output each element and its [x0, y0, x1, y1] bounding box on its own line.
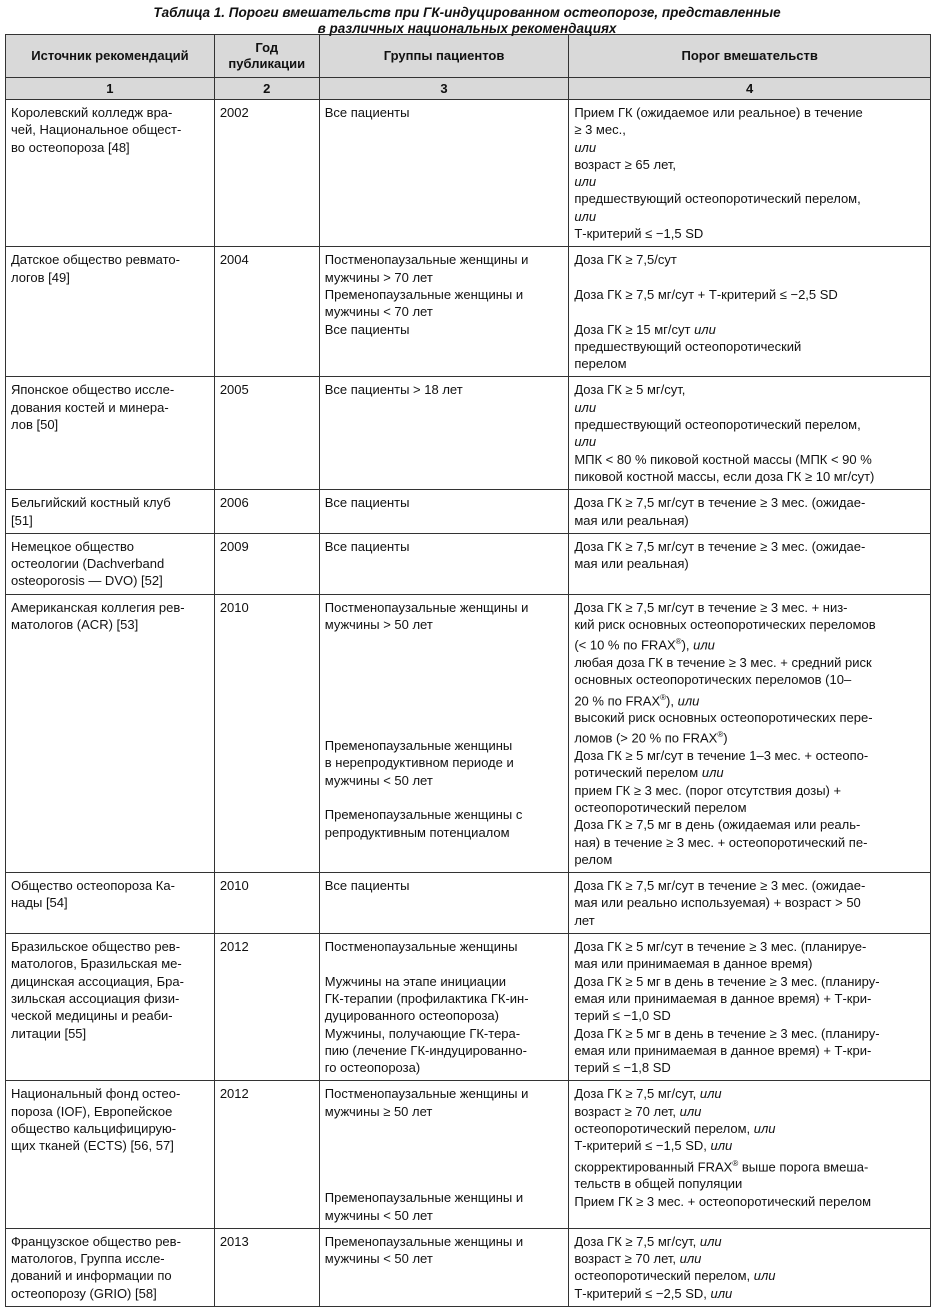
groups-cell-line: Все пациенты [324, 321, 410, 337]
groups-cell-line: в нерепродуктивном периоде и [324, 755, 514, 771]
groups-cell-line [325, 955, 564, 972]
threshold-cell-line: Доза ГК ≥ 7,5 мг/сут в течение ≥ 3 мес. (ожидае- [574, 495, 866, 511]
source-cell-line: логов [49] [11, 269, 70, 285]
threshold-cell-line: (< 10 % по FRAX®), или [574, 637, 715, 653]
groups-cell-line: Все пациенты > 18 лет [324, 382, 463, 398]
threshold-cell-line: Доза ГК ≥ 5 мг в день в течение ≥ 3 мес. (планиру- [574, 1025, 880, 1041]
threshold-cell [569, 377, 931, 490]
groups-cell [319, 533, 569, 594]
threshold-cell-line: Прием ГК (ожидаемое или реальное) в течение [574, 105, 863, 120]
column-number: 2 [214, 78, 319, 100]
threshold-cell-line: Доза ГК ≥ 5 мг/сут, [574, 382, 686, 398]
groups-cell-line: Все пациенты [324, 878, 410, 894]
groups-cell-line: Пременопаузальные женщины [324, 738, 513, 754]
groups-cell [319, 1081, 569, 1228]
groups-cell [319, 490, 569, 534]
source-cell-line: Датское общество ревмато- [11, 252, 180, 268]
threshold-cell-line: предшествующий остеопоротический перелом, [574, 191, 861, 207]
source-cell [6, 1081, 215, 1228]
threshold-cell [569, 934, 931, 1081]
table-row [6, 490, 931, 534]
threshold-cell-line: предшествующий остеопоротический перелом, [574, 417, 861, 433]
threshold-cell-line: емая или принимаемая в данное время) + Т-кри- [574, 1042, 872, 1058]
threshold-cell-line: мая или реально используемая) + возраст > 50 [574, 895, 861, 911]
threshold-cell [569, 490, 931, 534]
groups-cell-line: Пременопаузальные женщины и [324, 286, 524, 302]
threshold-cell-line: Доза ГК ≥ 5 мг в день в течение ≥ 3 мес. (планиру- [574, 973, 880, 989]
source-cell-line: [51] [11, 512, 33, 528]
column-number: 3 [319, 78, 569, 100]
threshold-cell-line: прием ГК ≥ 3 мес. (порог отсутствия дозы) + [574, 782, 842, 798]
source-cell-line: пороза (IOF), Европейское [11, 1103, 173, 1119]
threshold-cell-line [574, 303, 925, 320]
threshold-cell-line: мая или реальная) [574, 556, 689, 572]
source-cell-line: матологов, Бразильская ме- [11, 956, 182, 972]
threshold-cell-line: скорректированный FRAX® выше порога вмеша- [574, 1158, 869, 1174]
threshold-cell-line: емая или принимаемая в данное время) + Т-кри- [574, 990, 872, 1006]
year-cell: 2009 [214, 533, 319, 594]
groups-cell-line [325, 720, 564, 737]
source-cell-line: общество кальцифицирую- [11, 1121, 177, 1137]
threshold-cell-line [574, 269, 925, 286]
groups-cell-line [325, 633, 564, 650]
groups-cell-line: Пременопаузальные женщины и [324, 1233, 524, 1249]
groups-cell-line [325, 1172, 564, 1189]
threshold-cell-line: МПК < 80 % пиковой костной массы (МПК < 90 % [574, 451, 872, 467]
groups-cell-line: Мужчины на этапе инициации [324, 973, 506, 989]
threshold-cell-line: пиковой костной массы, если доза ГК ≥ 10 мг/сут) [574, 468, 875, 484]
source-cell-line: матологов (ACR) [53] [11, 617, 139, 633]
groups-cell-line: мужчины > 70 лет [324, 269, 433, 285]
threshold-cell-line: или [574, 434, 597, 450]
table-row [6, 533, 931, 594]
year-cell: 2010 [214, 594, 319, 872]
source-cell-line: Французское общество рев- [11, 1233, 181, 1249]
threshold-cell-line: тельств в общей популяции [574, 1176, 743, 1192]
threshold-cell [569, 533, 931, 594]
year-cell: 2005 [214, 377, 319, 490]
groups-cell-line: Постменопаузальные женщины и [324, 252, 529, 268]
source-cell [6, 247, 215, 377]
source-cell-line: Общество остеопороза Ка- [11, 878, 175, 894]
source-cell-line: Немецкое общество [11, 538, 135, 554]
threshold-cell-line: Доза ГК ≥ 7,5 мг в день (ожидаемая или реаль- [574, 817, 861, 833]
groups-cell-line: Все пациенты [324, 495, 410, 511]
table-row [6, 934, 931, 1081]
year-cell: 2002 [214, 100, 319, 247]
threshold-cell [569, 594, 931, 872]
threshold-cell-line: Доза ГК ≥ 7,5 мг/сут, или [574, 1086, 722, 1102]
threshold-cell [569, 1081, 931, 1228]
year-cell: 2006 [214, 490, 319, 534]
groups-cell-line: репродуктивным потенциалом [324, 824, 510, 840]
threshold-cell-line: мая или принимаемая в данное время) [574, 956, 813, 972]
groups-cell [319, 1228, 569, 1306]
caption-line-2: в различных национальных рекомендациях [317, 21, 617, 36]
source-cell-line: во остеопороза [48] [11, 139, 130, 155]
source-cell-line: остеопорозу (GRIO) [58] [11, 1285, 157, 1301]
source-cell [6, 533, 215, 594]
threshold-cell [569, 100, 931, 247]
threshold-cell-line: 20 % по FRAX®), или [574, 692, 700, 708]
table-row [6, 1228, 931, 1306]
threshold-cell-line: предшествующий остеопоротический [574, 338, 802, 354]
threshold-cell-line: ≥ 3 мес., [574, 122, 626, 138]
threshold-cell-line: мая или реальная) [574, 512, 689, 528]
groups-cell-line: Пременопаузальные женщины с [324, 807, 523, 823]
table-row [6, 100, 931, 247]
threshold-cell-line: Доза ГК ≥ 7,5/сут [574, 252, 677, 268]
threshold-cell-line: Доза ГК ≥ 7,5 мг/сут в течение ≥ 3 мес. (ожидае- [574, 538, 866, 554]
source-cell-line: osteoporosis — DVO) [52] [11, 573, 163, 589]
threshold-cell-line: терий ≤ −1,8 SD [574, 1060, 671, 1076]
table-row [6, 594, 931, 872]
threshold-cell-line: остеопоротический перелом [574, 799, 747, 815]
groups-cell-line [325, 1137, 564, 1154]
threshold-cell-line: Прием ГК ≥ 3 мес. + остеопоротический перелом [574, 1193, 872, 1209]
source-cell-line: остеологии (Dachverband [11, 556, 165, 572]
threshold-cell-line: возраст ≥ 70 лет, или [574, 1103, 702, 1119]
threshold-cell-line: или [574, 139, 597, 155]
threshold-cell-line: ная) в течение ≥ 3 мес. + остеопоротический пе- [574, 834, 868, 850]
table-body [6, 100, 931, 1307]
groups-cell-line: дуцированного остеопороза) [324, 1008, 499, 1024]
source-cell [6, 100, 215, 247]
threshold-cell-line: терий ≤ −1,0 SD [574, 1008, 671, 1024]
groups-cell [319, 247, 569, 377]
threshold-cell-line: остеопоротический перелом, или [574, 1121, 776, 1137]
threshold-cell [569, 1228, 931, 1306]
source-cell [6, 934, 215, 1081]
source-cell-line: дицинская ассоциация, Бра- [11, 973, 184, 989]
source-cell-line: нады [54] [11, 895, 68, 911]
header-source: Источник рекомендаций [6, 35, 215, 78]
threshold-cell-line: релом [574, 851, 613, 867]
threshold-cell-line: или [574, 399, 597, 415]
source-cell-line: Бразильское общество рев- [11, 939, 181, 955]
threshold-cell-line: Т-критерий ≤ −2,5 SD, или [574, 1285, 733, 1301]
groups-cell-line: мужчины < 50 лет [324, 772, 433, 788]
header-row [6, 35, 931, 78]
groups-cell-line [325, 789, 564, 806]
source-cell [6, 594, 215, 872]
source-cell-line: зильская ассоциация физи- [11, 990, 180, 1006]
threshold-cell-line: ломов (> 20 % по FRAX®) [574, 730, 728, 746]
source-cell [6, 377, 215, 490]
groups-cell-line [325, 703, 564, 720]
threshold-cell [569, 247, 931, 377]
threshold-cell-line: Доза ГК ≥ 7,5 мг/сут в течение ≥ 3 мес. (ожидае- [574, 878, 866, 894]
threshold-cell-line: остеопоротический перелом, или [574, 1268, 776, 1284]
table-caption [0, 0, 934, 34]
source-cell-line: Королевский колледж вра- [11, 105, 173, 120]
groups-cell-line: ГК-терапии (профилактика ГК-ин- [324, 990, 529, 1006]
threshold-cell-line: основных остеопоротических переломов (10– [574, 672, 852, 688]
threshold-cell-line: Доза ГК ≥ 15 мг/сут или [574, 321, 716, 337]
threshold-cell-line: возраст ≥ 70 лет, или [574, 1251, 702, 1267]
year-cell: 2012 [214, 934, 319, 1081]
groups-cell-line [325, 651, 564, 668]
groups-cell [319, 934, 569, 1081]
groups-cell-line: Пременопаузальные женщины и [324, 1190, 524, 1206]
threshold-cell-line: Доза ГК ≥ 7,5 мг/сут + Т-критерий ≤ −2,5 SD [574, 286, 838, 302]
groups-cell-line: мужчины ≥ 50 лет [324, 1103, 433, 1119]
groups-cell-line: Все пациенты [324, 538, 410, 554]
source-cell-line: щих тканей (ECTS) [56, 57] [11, 1138, 174, 1154]
threshold-cell-line: Доза ГК ≥ 5 мг/сут в течение 1–3 мес. + остеопо- [574, 748, 869, 764]
threshold-cell-line: кий риск основных остеопоротических переломов [574, 617, 876, 633]
threshold-cell-line: Т-критерий ≤ −1,5 SD [574, 226, 704, 242]
groups-cell-line: мужчины < 50 лет [324, 1207, 433, 1223]
groups-cell-line: го остеопороза) [324, 1060, 421, 1076]
groups-cell-line: Постменопаузальные женщины и [324, 599, 529, 615]
source-cell-line: Национальный фонд остео- [11, 1086, 181, 1102]
threshold-cell-line: Доза ГК ≥ 7,5 мг/сут, или [574, 1233, 722, 1249]
groups-cell-line: Постменопаузальные женщины и [324, 1086, 529, 1102]
year-cell: 2013 [214, 1228, 319, 1306]
header-groups: Группы пациентов [319, 35, 569, 78]
groups-cell-line: мужчины < 50 лет [324, 1251, 433, 1267]
groups-cell-line [325, 668, 564, 685]
groups-cell [319, 594, 569, 872]
source-cell-line: чей, Национальное общест- [11, 122, 182, 138]
table-row [6, 873, 931, 934]
source-cell-line: Бельгийский костный клуб [11, 495, 171, 511]
source-cell-line: лов [50] [11, 417, 59, 433]
threshold-cell-line: Доза ГК ≥ 7,5 мг/сут в течение ≥ 3 мес. + низ- [574, 599, 848, 615]
year-cell: 2012 [214, 1081, 319, 1228]
threshold-cell-line: возраст ≥ 65 лет, [574, 156, 676, 172]
source-cell-line: Японское общество иссле- [11, 382, 175, 398]
groups-cell [319, 377, 569, 490]
column-number: 1 [6, 78, 215, 100]
source-cell-line: матологов, Группа иссле- [11, 1251, 165, 1267]
threshold-cell-line: лет [574, 912, 595, 928]
table-row [6, 377, 931, 490]
source-cell [6, 1228, 215, 1306]
column-numbers-row [6, 78, 931, 100]
table-row [6, 1081, 931, 1228]
threshold-cell-line: высокий риск основных остеопоротических пере- [574, 710, 873, 726]
threshold-cell-line: Доза ГК ≥ 5 мг/сут в течение ≥ 3 мес. (планируе- [574, 939, 867, 955]
groups-cell-line [325, 685, 564, 702]
header-threshold: Порог вмешательств [569, 35, 931, 78]
groups-cell-line [325, 1120, 564, 1137]
groups-cell-line [325, 1155, 564, 1172]
source-cell-line: ческой медицины и реаби- [11, 1008, 173, 1024]
year-cell: 2004 [214, 247, 319, 377]
threshold-cell-line: или [574, 174, 597, 190]
groups-cell-line: мужчины < 70 лет [324, 304, 433, 320]
groups-cell-line: Мужчины, получающие ГК-тера- [324, 1025, 521, 1041]
threshold-cell-line: перелом [574, 356, 627, 372]
threshold-cell [569, 873, 931, 934]
source-cell-line: литации [55] [11, 1025, 87, 1041]
header-year: Год публикации [214, 35, 319, 78]
source-cell-line: Американская коллегия рев- [11, 599, 185, 615]
groups-cell-line: Постменопаузальные женщины [324, 939, 518, 955]
table-row [6, 247, 931, 377]
source-cell [6, 873, 215, 934]
source-cell-line: дований и информации по [11, 1268, 172, 1284]
threshold-cell-line: любая доза ГК в течение ≥ 3 мес. + средний риск [574, 654, 872, 670]
groups-cell-line: пию (лечение ГК-индуцированно- [324, 1042, 527, 1058]
groups-cell-line: мужчины > 50 лет [324, 617, 433, 633]
caption-line-1: Таблица 1. Пороги вмешательств при ГК-индуцированном остеопорозе, представленные [153, 5, 781, 20]
groups-cell [319, 873, 569, 934]
groups-cell [319, 100, 569, 247]
column-number: 4 [569, 78, 931, 100]
groups-cell-line: Все пациенты [324, 105, 410, 120]
guidelines-table [5, 34, 931, 1307]
year-cell: 2010 [214, 873, 319, 934]
threshold-cell-line: Т-критерий ≤ −1,5 SD, или [574, 1138, 733, 1154]
source-cell [6, 490, 215, 534]
threshold-cell-line: ротический перелом или [574, 765, 724, 781]
source-cell-line: дования костей и минера- [11, 399, 169, 415]
threshold-cell-line: или [574, 208, 597, 224]
